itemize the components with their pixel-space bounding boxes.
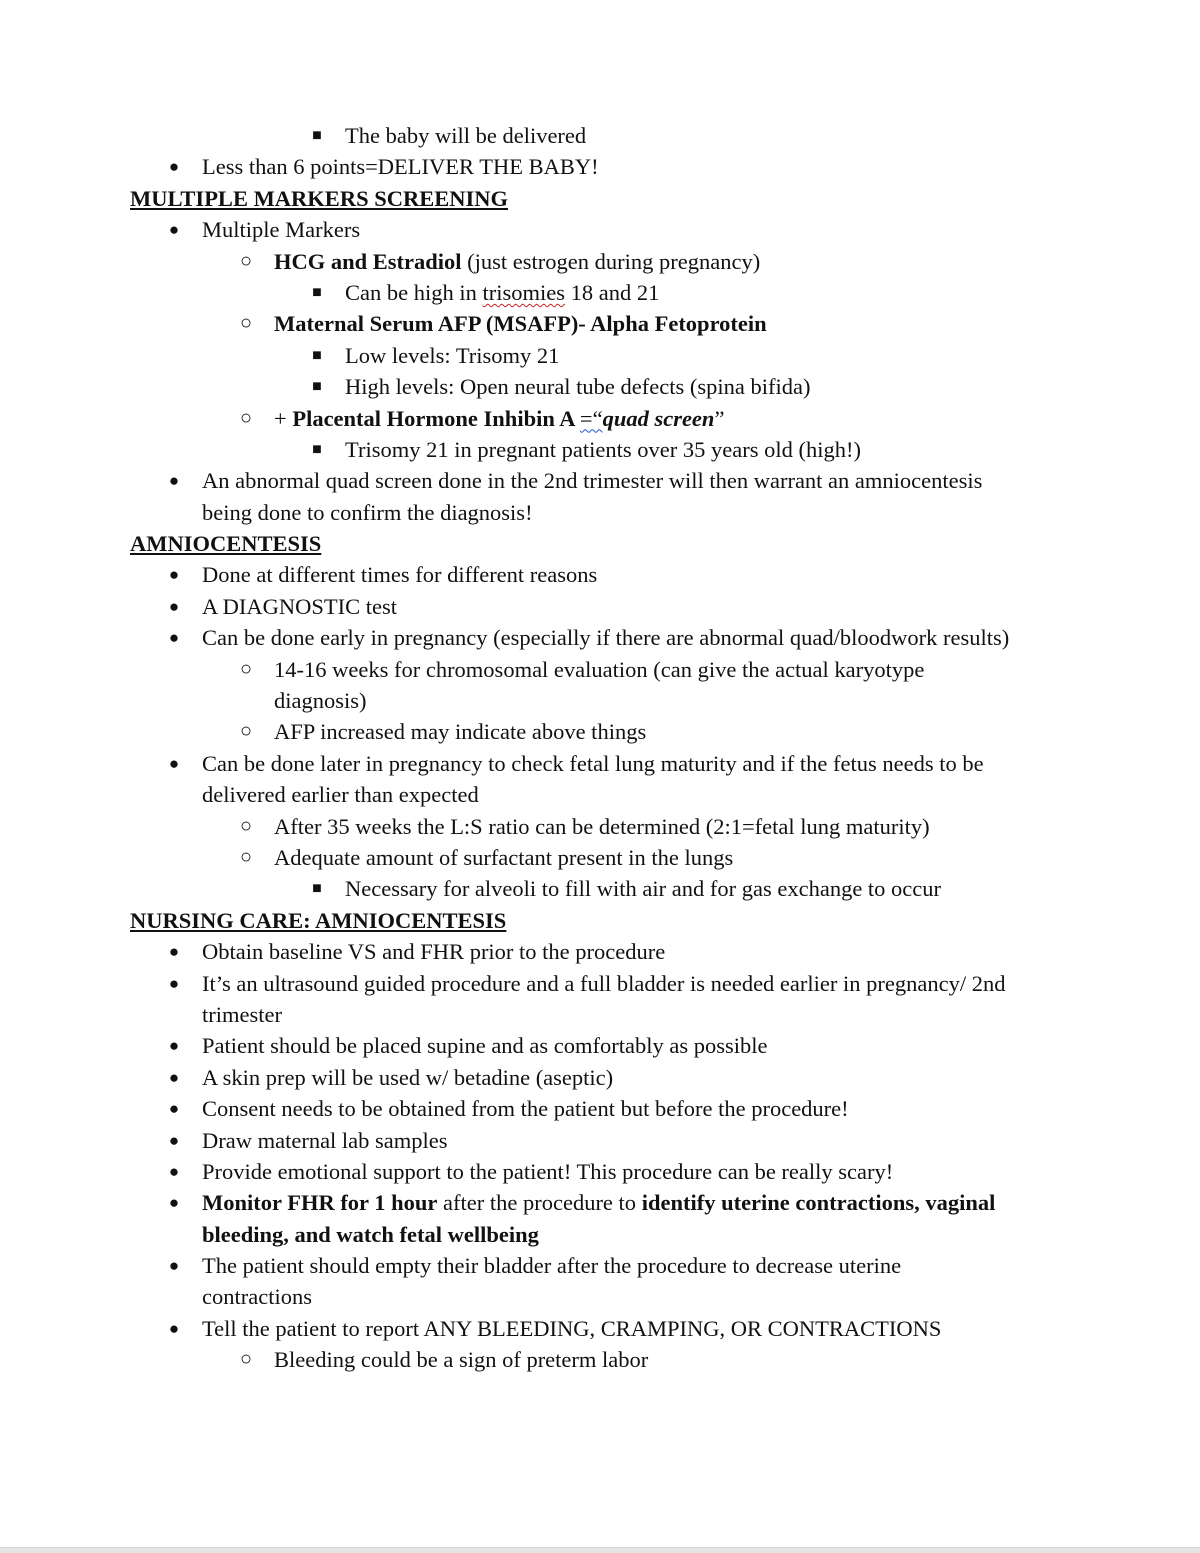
disc-bullet-icon: ● — [168, 1193, 180, 1213]
list-item-text: After 35 weeks the L:S ratio can be determined (2:1=fetal lung maturity) — [274, 813, 930, 839]
list-item-text — [274, 246, 760, 277]
list-item-text: AFP increased may indicate above things — [274, 719, 647, 745]
list-item-text: Can be done later in pregnancy to check fetal lung maturity and if the fetus needs to be — [202, 750, 984, 776]
list-item — [0, 403, 1200, 434]
bold-text: HCG and Estradiol — [274, 248, 462, 274]
document-page — [0, 120, 1200, 1376]
circle-bullet-icon: ○ — [239, 312, 253, 335]
plain-text: 18 and 21 — [564, 279, 660, 305]
disc-bullet-icon: ● — [168, 1318, 180, 1338]
list-item-text: delivered earlier than expected — [202, 782, 479, 808]
bold-text: Monitor FHR for 1 hour — [202, 1190, 438, 1216]
list-item — [0, 559, 1200, 590]
disc-bullet-icon: ● — [168, 471, 180, 491]
list-item — [0, 842, 1200, 873]
list-item-text: diagnosis) — [274, 688, 367, 714]
list-item — [0, 591, 1200, 622]
list-item — [0, 1062, 1200, 1093]
disc-bullet-icon: ● — [168, 628, 180, 648]
list-item-text: Trisomy 21 in pregnant patients over 35 years old (high!) — [345, 436, 861, 462]
list-item — [0, 654, 1200, 685]
list-item — [0, 246, 1200, 277]
list-item-text: Draw maternal lab samples — [202, 1127, 448, 1153]
disc-bullet-icon: ● — [168, 1256, 180, 1276]
list-item — [0, 308, 1200, 339]
list-item — [0, 1344, 1200, 1375]
circle-bullet-icon: ○ — [239, 249, 253, 272]
list-item-text: being done to confirm the diagnosis! — [202, 499, 533, 525]
list-item-text: High levels: Open neural tube defects (spina bifida) — [345, 374, 811, 400]
square-bullet-icon: ■ — [312, 880, 322, 898]
section-heading — [0, 183, 1200, 214]
spelling-flag-word[interactable]: trisomies — [482, 279, 565, 305]
list-item — [0, 811, 1200, 842]
list-item-text: Low levels: Trisomy 21 — [345, 342, 560, 368]
square-bullet-icon: ■ — [312, 440, 322, 458]
disc-bullet-icon: ● — [168, 1036, 180, 1056]
list-item — [0, 214, 1200, 245]
list-item-text: Necessary for alveoli to fill with air and for gas exchange to occur — [345, 876, 942, 902]
list-item-text: Adequate amount of surfactant present in the lungs — [274, 844, 734, 870]
list-item — [0, 151, 1200, 182]
disc-bullet-icon: ● — [168, 1161, 180, 1181]
list-item-text — [274, 403, 724, 434]
plain-text: + — [274, 405, 293, 431]
list-item-text: An abnormal quad screen done in the 2nd trimester will then warrant an amniocentesis — [202, 468, 983, 494]
circle-bullet-icon: ○ — [239, 845, 253, 868]
square-bullet-icon: ■ — [312, 127, 322, 144]
list-item-continuation — [0, 1219, 1200, 1250]
list-item — [0, 1125, 1200, 1156]
circle-bullet-icon: ○ — [239, 657, 253, 680]
list-item — [0, 622, 1200, 653]
plain-text: after the procedure to — [437, 1190, 642, 1216]
list-item — [0, 465, 1200, 496]
list-item-text: Bleeding could be a sign of preterm labor — [274, 1347, 649, 1373]
list-item — [0, 277, 1200, 308]
list-item — [0, 1093, 1200, 1124]
list-item-text: Multiple Markers — [202, 217, 361, 243]
list-item — [0, 873, 1200, 904]
heading-multiple-markers: MULTIPLE MARKERS SCREENING — [130, 185, 508, 211]
list-item-text — [345, 277, 659, 308]
bold-text: Placental Hormone Inhibin A — [292, 405, 580, 431]
plain-text: Can be high in — [345, 279, 483, 305]
plain-text: ” — [714, 405, 725, 431]
disc-bullet-icon: ● — [168, 596, 180, 616]
circle-bullet-icon: ○ — [239, 406, 253, 429]
list-item — [0, 1156, 1200, 1187]
list-item — [0, 1313, 1200, 1344]
section-heading — [0, 905, 1200, 936]
list-item — [0, 434, 1200, 465]
disc-bullet-icon: ● — [168, 157, 180, 177]
list-item-text: The baby will be delivered — [345, 123, 587, 148]
list-item-continuation — [0, 779, 1200, 810]
disc-bullet-icon: ● — [168, 1067, 180, 1087]
disc-bullet-icon: ● — [168, 1130, 180, 1150]
list-item-text: trimester — [202, 1001, 282, 1027]
disc-bullet-icon: ● — [168, 220, 180, 240]
disc-bullet-icon: ● — [168, 973, 180, 993]
list-item-text: Provide emotional support to the patient! This procedure can be really scary! — [202, 1158, 894, 1184]
disc-bullet-icon: ● — [168, 753, 180, 773]
list-item — [0, 716, 1200, 747]
circle-bullet-icon: ○ — [239, 720, 253, 743]
list-item-text: Less than 6 points=DELIVER THE BABY! — [202, 154, 599, 180]
list-item — [0, 748, 1200, 779]
list-item — [0, 1250, 1200, 1281]
square-bullet-icon: ■ — [312, 346, 322, 364]
list-item-continuation — [0, 1281, 1200, 1312]
list-item-text: Maternal Serum AFP (MSAFP)- Alpha Fetoprotein — [274, 311, 767, 337]
list-item-text: Done at different times for different reasons — [202, 562, 598, 588]
disc-bullet-icon: ● — [168, 1099, 180, 1119]
square-bullet-icon: ■ — [312, 378, 322, 396]
square-bullet-icon: ■ — [312, 283, 322, 301]
circle-bullet-icon: ○ — [239, 1348, 253, 1371]
list-item — [0, 968, 1200, 999]
list-item-continuation — [0, 685, 1200, 716]
list-item — [0, 340, 1200, 371]
list-item-text: Patient should be placed supine and as comfortably as possible — [202, 1033, 768, 1059]
page-bottom-edge — [0, 1547, 1200, 1553]
list-item-text — [202, 1187, 995, 1218]
list-item-text: A DIAGNOSTIC test — [202, 593, 397, 619]
list-item — [0, 936, 1200, 967]
list-item-text: Can be done early in pregnancy (especially if there are abnormal quad/bloodwork results) — [202, 625, 1010, 651]
list-item-text: 14-16 weeks for chromosomal evaluation (can give the actual karyotype — [274, 656, 925, 682]
list-item-text: The patient should empty their bladder after the procedure to decrease uterine — [202, 1253, 902, 1279]
bold-text: identify uterine contractions, vaginal — [641, 1190, 996, 1216]
grammar-flag-text[interactable]: =“ — [579, 405, 603, 431]
heading-amniocentesis: AMNIOCENTESIS — [130, 531, 322, 557]
bold-italic-text: quad screen — [602, 405, 715, 431]
list-item — [0, 1030, 1200, 1061]
heading-nursing-care: NURSING CARE: AMNIOCENTESIS — [130, 907, 507, 933]
list-item-continuation — [0, 497, 1200, 528]
list-item-continuation — [0, 999, 1200, 1030]
list-item — [0, 1187, 1200, 1218]
list-item-text: It’s an ultrasound guided procedure and a full bladder is needed earlier in pregnancy/ 2nd — [202, 970, 1006, 996]
list-item-text: contractions — [202, 1284, 312, 1310]
disc-bullet-icon: ● — [168, 942, 180, 962]
list-item — [0, 120, 1200, 151]
list-item-text: Consent needs to be obtained from the patient but before the procedure! — [202, 1096, 849, 1122]
plain-text: (just estrogen during pregnancy) — [461, 248, 761, 274]
list-item — [0, 371, 1200, 402]
list-item-text: bleeding, and watch fetal wellbeing — [202, 1221, 539, 1247]
list-item-text: A skin prep will be used w/ betadine (aseptic) — [202, 1064, 614, 1090]
section-heading — [0, 528, 1200, 559]
disc-bullet-icon: ● — [168, 565, 180, 585]
circle-bullet-icon: ○ — [239, 814, 253, 837]
list-item-text: Obtain baseline VS and FHR prior to the procedure — [202, 939, 666, 965]
list-item-text: Tell the patient to report ANY BLEEDING, CRAMPING, OR CONTRACTIONS — [202, 1315, 942, 1341]
